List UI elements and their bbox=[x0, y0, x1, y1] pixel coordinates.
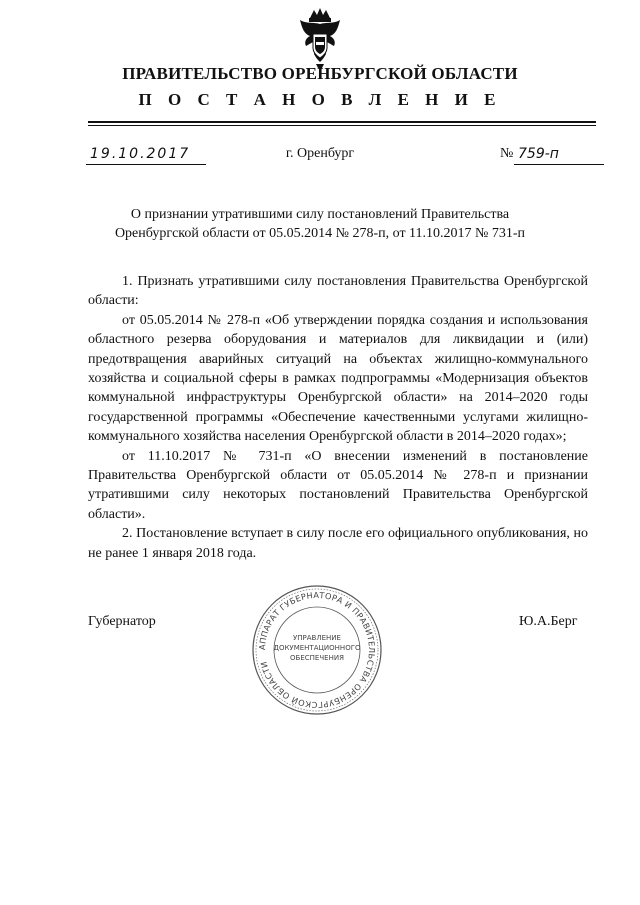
signatory-name: Ю.А.Берг bbox=[519, 614, 578, 629]
document-title: О признании утратившими силу постановлений Правительства Оренбургской области от 05.05.2014 № 278-п, от 11.10.2017 № 731-п bbox=[114, 207, 526, 241]
document-meta bbox=[0, 146, 640, 168]
organization-name: ПРАВИТЕЛЬСТВО ОРЕНБУРГСКОЙ ОБЛАСТИ bbox=[122, 64, 518, 83]
stamp-outer-text: АППАРАТ ГУБЕРНАТОРА И ПРАВИТЕЛЬСТВА ОРЕНБУРГСКОЙ ОБЛАСТИ bbox=[256, 589, 378, 711]
document-type: П О С Т А Н О В Л Е Н И Е bbox=[138, 90, 502, 109]
coat-of-arms-icon bbox=[296, 6, 344, 68]
number-label: № bbox=[500, 146, 514, 161]
stamp-inner-line: УПРАВЛЕНИЕ bbox=[293, 634, 341, 642]
header-rule-thin bbox=[88, 125, 596, 126]
document-body bbox=[88, 272, 588, 563]
stamp-inner-line: ОБЕСПЕЧЕНИЯ bbox=[290, 654, 344, 662]
signatory-position: Губернатор bbox=[88, 614, 156, 629]
document-number: 759-п bbox=[514, 146, 604, 165]
official-stamp bbox=[249, 582, 385, 718]
document-date: 19.10.2017 bbox=[86, 146, 206, 165]
header-rule-thick bbox=[88, 121, 596, 123]
document-city: г. Оренбург bbox=[285, 146, 355, 161]
paragraph: 2. Постановление вступает в силу после его официального опубликования, но не ранее 1 января 2018 года. bbox=[88, 526, 588, 561]
stamp-inner-line: ДОКУМЕНТАЦИОННОГО bbox=[273, 644, 361, 652]
paragraph: 1. Признать утратившими силу постановления Правительства Оренбургской области: bbox=[88, 274, 588, 309]
paragraph: от 11.10.2017 № 731-п «О внесении изменений в постановление Правительства Оренбургской области от 05.05.2014 № 278-п и признании утратившими силу некоторых постановлений Правительства Оренбургской области». bbox=[88, 448, 588, 522]
paragraph: от 05.05.2014 № 278-п «Об утверждении порядка создания и использования областного резерва оборудования и материалов для ликвидации и (или) предотвращения аварийных ситуаций на объектах жилищно-коммунального хозяйства и социальной сферы в рамках подпрограммы «Модернизация объектов коммунальной инфраструктуры Оренбургской области» на 2014–2020 годы государственной программы «Обеспечение качественными услугами жилищно-коммунального хозяйства населения Оренбургской области в 2014–2020 годах»; bbox=[88, 312, 588, 445]
